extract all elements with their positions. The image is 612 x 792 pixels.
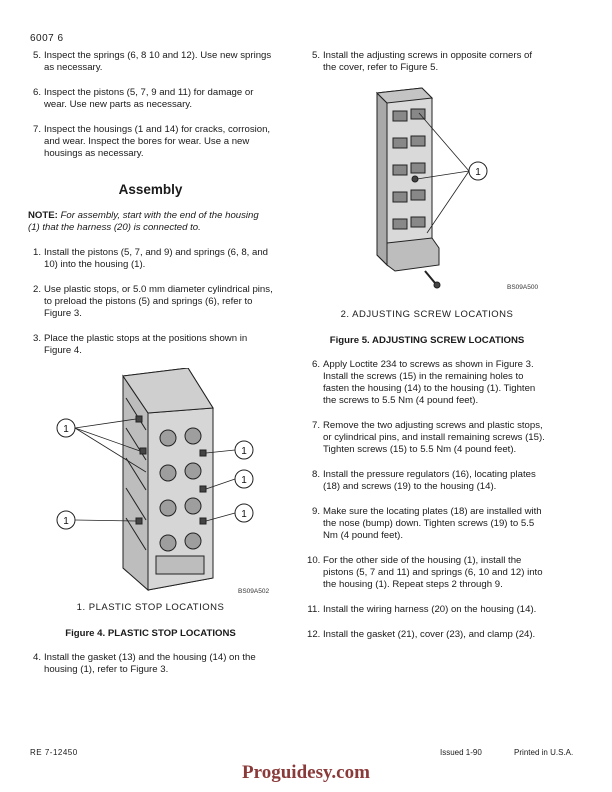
- step-number: 4.: [32, 652, 41, 663]
- figure-4-caption: 1. PLASTIC STOP LOCATIONS: [76, 602, 225, 613]
- step-text: Use plastic stops, or 5.0 mm diameter cylindrical pins, to preload the pistons (5) and springs (6), refer to Figure 3.: [44, 284, 273, 319]
- step-number: 7.: [32, 124, 41, 135]
- note: [28, 210, 273, 234]
- step-text: Inspect the housings (1 and 14) for cracks, corrosion, and wear. Inspect the bores for wear. Use a new housings as necessary.: [44, 124, 271, 159]
- step-item: [28, 652, 273, 676]
- step-number: 6.: [311, 359, 320, 370]
- right-steps-top: [307, 50, 547, 74]
- callout-label: 1: [241, 509, 247, 520]
- step-number: 8.: [311, 469, 320, 480]
- step-text: Install the gasket (21), cover (23), and clamp (24).: [323, 629, 536, 640]
- step-item: [307, 506, 547, 542]
- step-number: 5.: [311, 50, 320, 61]
- step-item: [28, 87, 273, 111]
- footer-doc-code: RE 7-12450: [30, 748, 78, 757]
- step-number: 1.: [32, 247, 41, 258]
- step-text: Install the adjusting screws in opposite corners of the cover, refer to Figure 5.: [323, 50, 533, 73]
- step-text: For the other side of the housing (1), install the pistons (5, 7 and 11) and springs (6, 10 and 12) into the housing (1). Repeat steps 2 through 9.: [323, 555, 543, 590]
- step-number: 6.: [32, 87, 41, 98]
- right-column: [307, 50, 547, 654]
- step-text: Place the plastic stops at the positions shown in Figure 4.: [44, 333, 248, 356]
- step-number: 2.: [32, 284, 41, 295]
- figure-4-title: Figure 4. PLASTIC STOP LOCATIONS: [65, 628, 236, 639]
- after-figure-steps: [28, 652, 273, 676]
- figure-4: [28, 368, 273, 598]
- step-item: [307, 629, 547, 641]
- figure-5: [307, 83, 547, 293]
- left-column: [28, 50, 273, 689]
- footer-issued: Issued 1-90: [440, 748, 482, 757]
- step-text: Install the pressure regulators (16), locating plates (18) and screws (19) to the housing (14).: [323, 469, 536, 492]
- figure-5-illustration: [307, 83, 547, 293]
- step-item: [307, 50, 547, 74]
- step-number: 11.: [307, 604, 320, 615]
- step-number: 5.: [32, 50, 41, 61]
- step-text: Install the gasket (13) and the housing (14) on the housing (1), refer to Figure 3.: [44, 652, 256, 675]
- step-item: [307, 604, 547, 616]
- right-steps-bottom: [307, 359, 547, 641]
- callout-label: 1: [475, 167, 481, 178]
- watermark: Proguidesy.com: [242, 762, 370, 783]
- step-number: 7.: [311, 420, 320, 431]
- step-item: [28, 50, 273, 74]
- step-text: Install the pistons (5, 7, and 9) and springs (6, 8, and 10) into the housing (1).: [44, 247, 268, 270]
- page-code: 6007 6: [30, 33, 64, 44]
- step-text: Remove the two adjusting screws and plastic stops, or cylindrical pins, and install remaining screws (15). Tighten screws (15) to 5.5 Nm (4 pound feet).: [323, 420, 545, 455]
- figure-code: BS09A502: [238, 588, 270, 595]
- figure-5-caption: 2. ADJUSTING SCREW LOCATIONS: [340, 309, 514, 320]
- callout-label: 1: [241, 446, 247, 457]
- figure-5-title: Figure 5. ADJUSTING SCREW LOCATIONS: [329, 335, 525, 346]
- step-item: [307, 420, 547, 456]
- step-number: 3.: [32, 333, 41, 344]
- callout-label: 1: [241, 475, 247, 486]
- callout-label: 1: [63, 516, 69, 527]
- step-item: [307, 555, 547, 591]
- step-number: 12.: [307, 629, 321, 640]
- step-text: Make sure the locating plates (18) are installed with the nose (bump) down. Tighten screws (19) to 5.5 Nm (4 pound feet).: [323, 506, 542, 541]
- step-number: 9.: [311, 506, 320, 517]
- assembly-steps: [28, 247, 273, 357]
- step-text: Install the wiring harness (20) on the housing (14).: [323, 604, 537, 615]
- section-title: Assembly: [118, 182, 183, 197]
- step-item: [307, 469, 547, 493]
- step-item: [28, 124, 273, 160]
- step-text: Apply Loctite 234 to screws as shown in Figure 3. Install the screws (15) in the remaining holes to fasten the housing (14) to the housing (1). Tighten the screws to 5.5 Nm (4 pound feet).: [323, 359, 536, 406]
- figure-code: BS09A500: [507, 284, 539, 291]
- footer-printed: Printed in U.S.A.: [514, 748, 574, 757]
- step-item: [28, 333, 273, 357]
- note-label: NOTE:: [28, 210, 58, 221]
- step-item: [307, 359, 547, 407]
- footer-info: [440, 748, 573, 757]
- callout-label: 1: [63, 424, 69, 435]
- step-number: 10.: [307, 555, 321, 566]
- note-text: For assembly, start with the end of the housing (1) that the harness (20) is connected to.: [28, 210, 259, 233]
- inspection-steps: [28, 50, 273, 160]
- step-item: [28, 284, 273, 320]
- step-text: Inspect the pistons (5, 7, 9 and 11) for damage or wear. Use new parts as necessary.: [44, 87, 254, 110]
- step-item: [28, 247, 273, 271]
- figure-4-illustration: [28, 368, 273, 598]
- step-text: Inspect the springs (6, 8 10 and 12). Use new springs as necessary.: [44, 50, 272, 73]
